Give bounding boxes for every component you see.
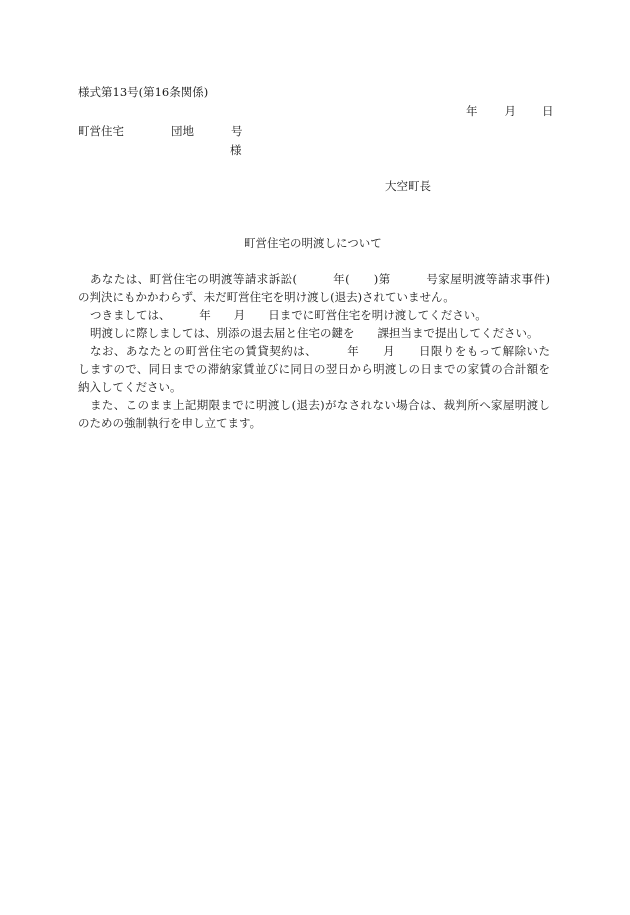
date-month: 月 xyxy=(504,104,516,118)
address-complex: 団地 xyxy=(171,124,194,138)
form-label: 様式第13号(第16条関係) xyxy=(78,85,209,99)
paragraph-2 xyxy=(78,306,550,324)
paragraph-5-line-2: のための強制執行を申し立てます。 xyxy=(78,416,262,430)
paragraph-5 xyxy=(78,396,550,432)
paragraph-4-line-1: なお、あなたとの町営住宅の賃貸契約は、 年 月 日限りをもって解除いた xyxy=(90,344,550,358)
address-number: 号 xyxy=(231,124,243,138)
paragraph-3-line-1: 明渡しに際しましては、別添の退去届と住宅の鍵を 課担当まで提出してください。 xyxy=(90,326,539,340)
paragraph-1-line-2: の判決にもかかわらず、未だ町営住宅を明け渡し(退去)されていません。 xyxy=(78,290,455,304)
paragraph-3 xyxy=(78,324,550,342)
document-title: 町営住宅の明渡しについて xyxy=(244,236,382,250)
address-line xyxy=(78,122,243,140)
paragraph-4-line-2: しますので、同日までの滞納家賃並びに同日の翌日から明渡しの日までの家賃の合計額を xyxy=(78,362,550,376)
paragraph-2-line-1: つきましては、 年 月 日までに町営住宅を明け渡してください。 xyxy=(90,308,487,322)
paragraph-1 xyxy=(78,270,550,306)
body-text xyxy=(78,270,550,432)
date-year: 年 xyxy=(466,104,478,118)
paragraph-1-line-1: あなたは、町営住宅の明渡等請求訴訟( 年( )第 号家屋明渡等請求事件) xyxy=(90,272,550,286)
address-building: 町営住宅 xyxy=(78,124,124,138)
date-line xyxy=(466,102,554,120)
recipient-suffix: 様 xyxy=(230,143,242,157)
paragraph-4 xyxy=(78,342,550,396)
paragraph-4-line-3: 納入してください。 xyxy=(78,380,182,394)
date-day: 日 xyxy=(542,104,554,118)
paragraph-5-line-1: また、このまま上記期限までに明渡し(退去)がなされない場合は、裁判所へ家屋明渡し xyxy=(90,398,550,412)
issuer: 大空町長 xyxy=(385,179,431,193)
